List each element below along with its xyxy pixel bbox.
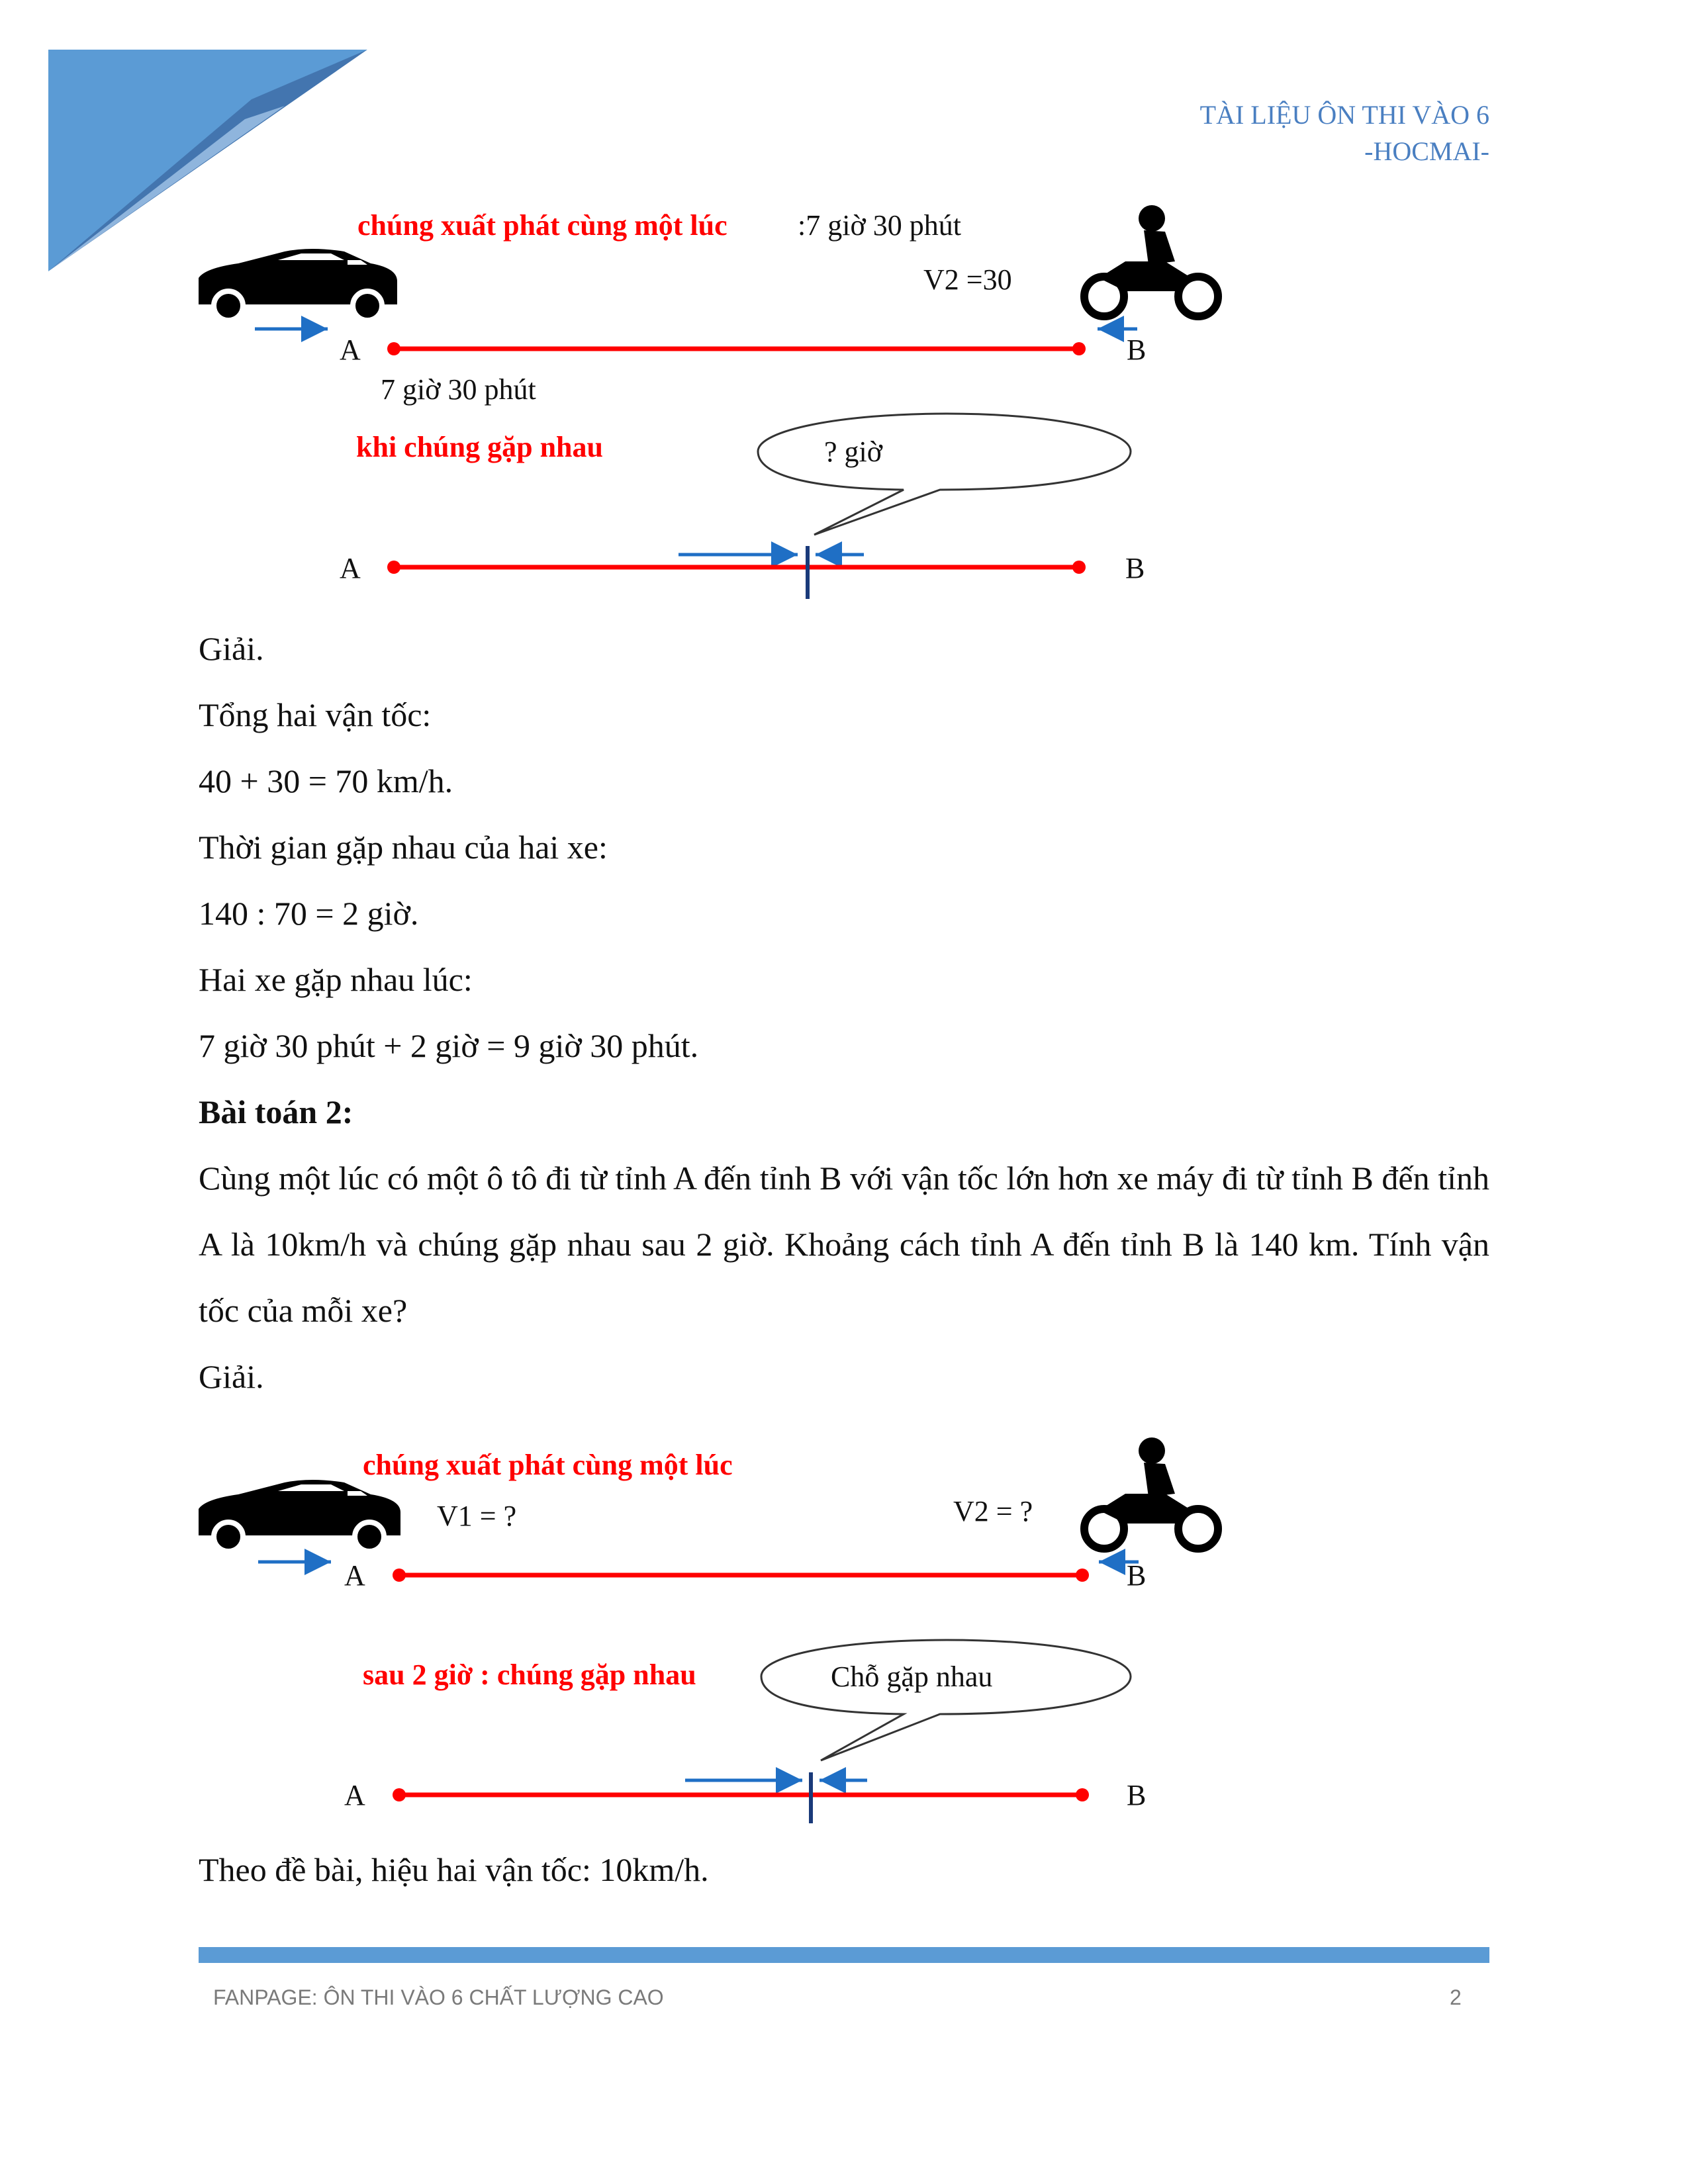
v1-label: V1 = ?	[437, 1500, 517, 1532]
point-a2-label: A	[340, 552, 361, 584]
solution-1-line-3: Thời gian gặp nhau của hai xe:	[199, 829, 608, 866]
point-b-label: B	[1127, 334, 1147, 366]
closing-line: Theo đề bài, hiệu hai vận tốc: 10km/h.	[199, 1851, 709, 1888]
solution-1-line-5: Hai xe gặp nhau lúc:	[199, 961, 473, 998]
page-number: 2	[1450, 1985, 1462, 2009]
solution-1-line-1: Tổng hai vận tốc:	[199, 696, 432, 733]
meet-label: khi chúng gặp nhau	[356, 431, 603, 463]
bubble-text: ? giờ	[824, 435, 883, 468]
start-label: chúng xuất phát cùng một lúc	[357, 209, 727, 242]
point-b2-label: B	[1125, 552, 1145, 584]
point-a3-dot	[393, 1569, 406, 1582]
point-a3-label: A	[344, 1559, 365, 1592]
start-time: :7 giờ 30 phút	[798, 209, 961, 242]
point-a4-dot	[393, 1788, 406, 1801]
solution-1-line-2: 40 + 30 = 70 km/h.	[199, 762, 453, 799]
problem-2-text: Cùng một lúc có một ô tô đi từ tỉnh A đến tỉnh B với vận tốc lớn hơn xe máy đi từ tỉnh B đến tỉnh A là 10km/h và chúng gặp nhau sau 2 giờ. Khoảng cách tỉnh A đến tỉnh B là 140 km. Tính vận tốc của mỗi xe?	[199, 1160, 1489, 1329]
point-b3-dot	[1076, 1569, 1089, 1582]
solution-1-heading: Giải.	[199, 630, 264, 667]
point-a-label: A	[340, 334, 361, 366]
time-label: 7 giờ 30 phút	[381, 373, 536, 406]
header-subtitle: -HOCMAI-	[1364, 136, 1489, 166]
problem-2-title: Bài toán 2:	[199, 1093, 353, 1130]
car-icon	[199, 1480, 400, 1551]
v2-label-2: V2 = ?	[953, 1495, 1033, 1527]
footer-bar	[199, 1947, 1489, 1963]
point-b4-label: B	[1127, 1779, 1147, 1811]
footer-text: FANPAGE: ÔN THI VÀO 6 CHẤT LƯỢNG CAO	[213, 1985, 664, 2009]
meet-label-2: sau 2 giờ : chúng gặp nhau	[363, 1659, 696, 1691]
point-b4-dot	[1076, 1788, 1089, 1801]
solution-2-heading: Giải.	[199, 1358, 264, 1395]
solution-1-line-4: 140 : 70 = 2 giờ.	[199, 895, 419, 932]
point-b3-label: B	[1127, 1559, 1147, 1592]
motorcycle-icon	[1084, 1437, 1218, 1549]
header-title: TÀI LIỆU ÔN THI VÀO 6	[1199, 100, 1489, 130]
start-label-2: chúng xuất phát cùng một lúc	[363, 1449, 733, 1481]
bubble-text-2: Chỗ gặp nhau	[831, 1661, 993, 1693]
solution-1-line-6: 7 giờ 30 phút + 2 giờ = 9 giờ 30 phút.	[199, 1027, 699, 1064]
v2-label: V2 =30	[923, 263, 1012, 296]
point-a4-label: A	[344, 1779, 365, 1811]
speech-bubble-2	[761, 1640, 1131, 1760]
